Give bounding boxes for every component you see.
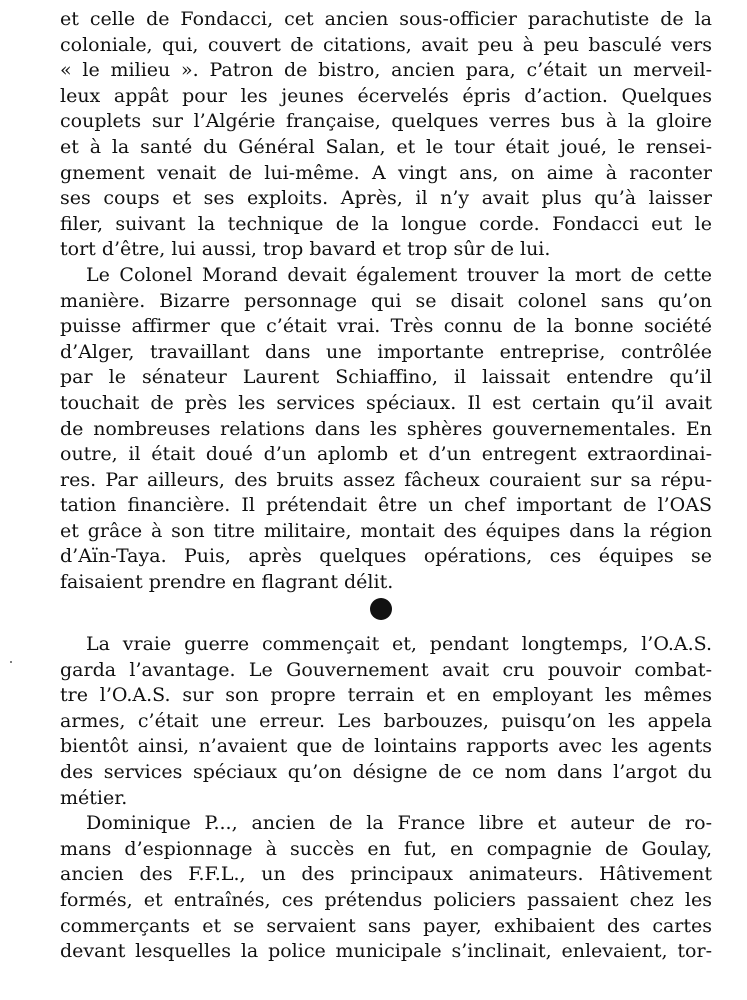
text-line: tre l’O.A.S. sur son propre terrain et en employant les mêmes (60, 684, 712, 707)
text-line: garda l’avantage. Le Gouvernement avait cru pouvoir combat- (60, 658, 712, 681)
text-line: leux appât pour les jeunes écervelés épris d’action. Quelques (60, 84, 712, 107)
text-line: outre, il était doué d’un aplomb et d’un entregent extraordinai- (60, 443, 712, 466)
text-line: métier. (60, 786, 128, 809)
text-line: ses coups et ses exploits. Après, il n’y avait plus qu’à laisser (60, 187, 712, 210)
text-line: touchait de près les services spéciaux. Il est certain qu’il avait (60, 391, 712, 414)
text-line: devant lesquelles la police municipale s’inclinait, enlevaient, tor- (60, 940, 712, 963)
text-line: res. Par ailleurs, des bruits assez fâcheux couraient sur sa répu- (60, 468, 712, 491)
text-line: puisse affirmer que c’était vrai. Très connu de la bonne société (60, 315, 712, 338)
text-line: des services spéciaux qu’on désigne de ce nom dans l’argot du (60, 760, 712, 783)
text-block-top (60, 7, 712, 596)
text-line: gnement venait de lui-même. A vingt ans, on aime à raconter (60, 161, 712, 184)
text-line: par le sénateur Laurent Schiaffino, il laissait entendre qu’il (60, 366, 712, 389)
text-line: Dominique P..., ancien de la France libre et auteur de ro- (86, 812, 712, 835)
text-line: manière. Bizarre personnage qui se disait colonel sans qu’on (60, 289, 712, 312)
text-line: et à la santé du Général Salan, et le tour était joué, le rensei- (60, 135, 712, 158)
text-line: tation financière. Il prétendait être un chef important de l’OAS (60, 494, 712, 517)
text-line: formés, et entraînés, ces prétendus policiers passaient chez les (60, 888, 712, 911)
text-line: d’Aïn-Taya. Puis, après quelques opérations, ces équipes se (60, 545, 712, 568)
text-line: bientôt ainsi, n’avaient que de lointains rapports avec les agents (60, 735, 712, 758)
section-separator-dot (370, 598, 392, 620)
text-line: coloniale, qui, couvert de citations, avait peu à peu basculé vers (60, 33, 712, 56)
text-line: Le Colonel Morand devait également trouver la mort de cette (86, 263, 712, 286)
text-line: mans d’espionnage à succès en fut, en compagnie de Goulay, (60, 837, 712, 860)
paragraph-vraie-guerre (60, 632, 712, 811)
paragraph-morand (60, 263, 712, 596)
text-block-bottom (60, 632, 712, 965)
scan-speck (10, 661, 12, 663)
text-line: faisaient prendre en flagrant délit. (60, 571, 394, 594)
text-line: La vraie guerre commençait et, pendant longtemps, l’O.A.S. (86, 633, 712, 655)
paragraph-dominique (60, 811, 712, 965)
text-line: filer, suivant la technique de la longue corde. Fondacci eut le (60, 212, 712, 235)
text-line: et celle de Fondacci, cet ancien sous-officier parachutiste de la (60, 8, 712, 30)
text-line: de nombreuses relations dans les sphères gouvernementales. En (60, 417, 712, 440)
paragraph-fondacci (60, 7, 712, 263)
text-line: et grâce à son titre militaire, montait des équipes dans la région (60, 519, 712, 542)
text-line: couplets sur l’Algérie française, quelques verres bus à la gloire (60, 110, 712, 133)
text-line: « le milieu ». Patron de bistro, ancien para, c’était un merveil- (60, 59, 712, 82)
text-line: commerçants et se servaient sans payer, exhibaient des cartes (60, 914, 712, 937)
text-line: d’Alger, travaillant dans une importante entreprise, contrôlée (60, 340, 712, 363)
text-line: tort d’être, lui aussi, trop bavard et trop sûr de lui. (60, 238, 551, 261)
text-line: ancien des F.F.L., un des principaux animateurs. Hâtivement (60, 863, 712, 886)
text-line: armes, c’était une erreur. Les barbouzes, puisqu’on les appela (60, 709, 712, 732)
